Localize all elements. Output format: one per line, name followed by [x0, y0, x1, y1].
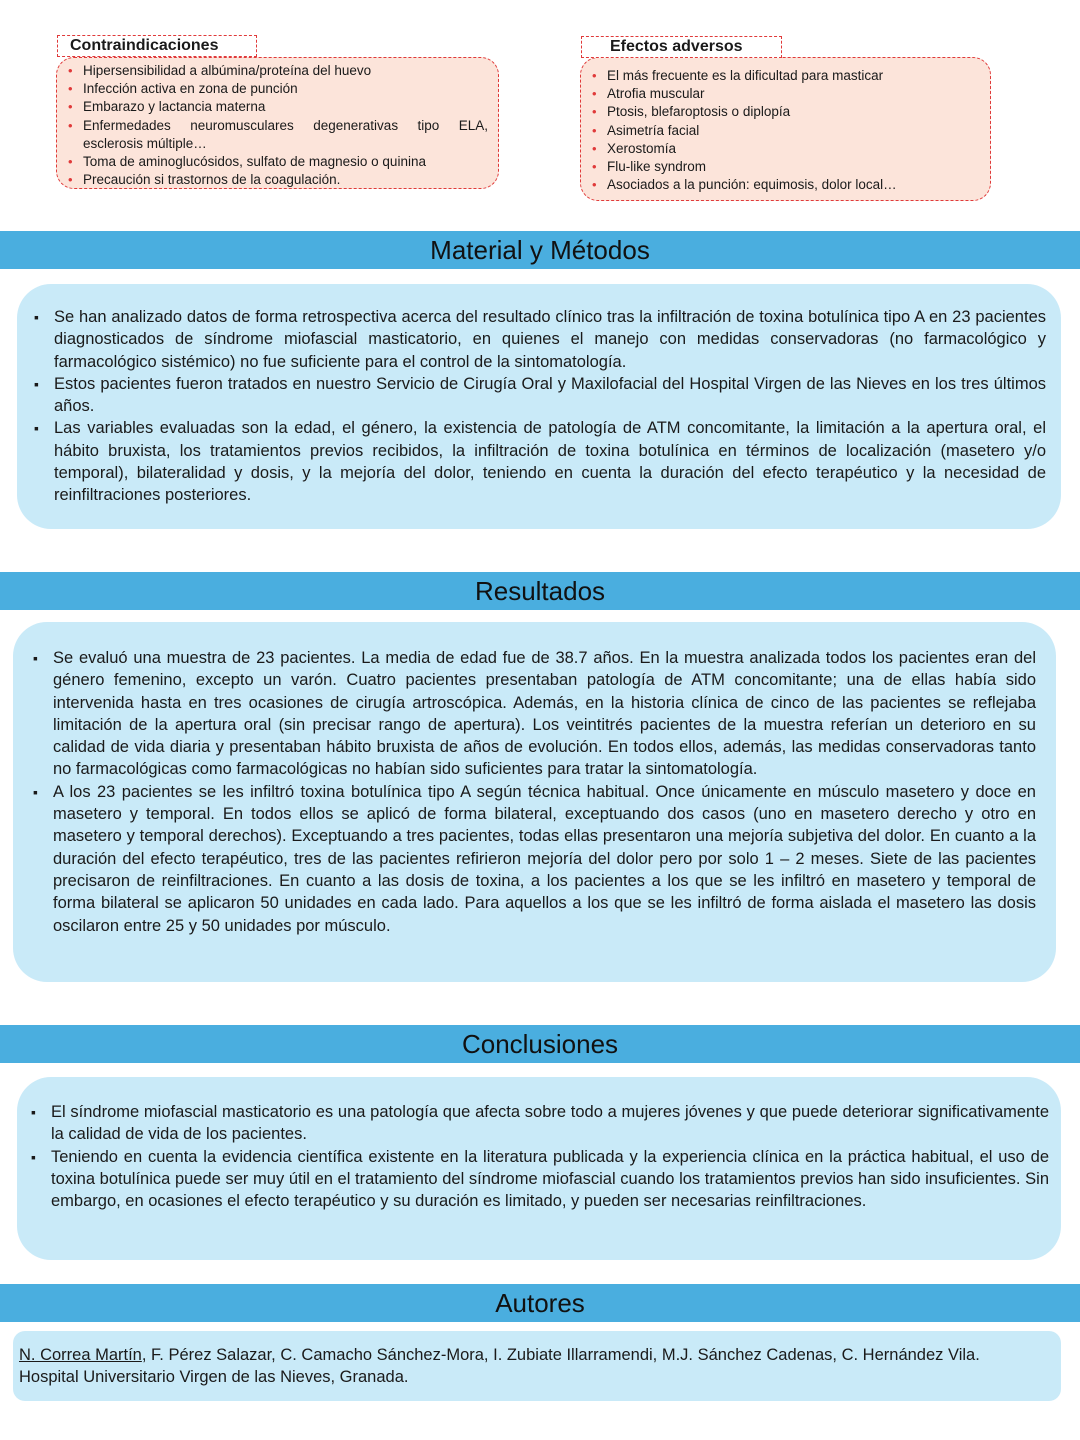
material-item: ▪ Estos pacientes fueron tratados en nuestro Servicio de Cirugía Oral y Maxilofacial del Hospital Virgen de las Nieves en los tres últimos años.: [32, 373, 1046, 418]
other-authors: , F. Pérez Salazar, C. Camacho Sánchez-Mora, I. Zubiate Illarramendi, M.J. Sánchez Cadenas, C. Hernández Vila.: [141, 1346, 980, 1364]
contraindicacion-item: • Toma de aminoglucósidos, sulfato de magnesio o quinina: [65, 153, 488, 171]
material-panel: [17, 284, 1061, 529]
efecto-adverso-item: • Ptosis, blefaroptosis o diplopía: [589, 103, 980, 121]
resultados-item: ▪ Se evaluó una muestra de 23 pacientes. La media de edad fue de 38.7 años. En la muestra analizada todos los pacientes eran del género femenino, excepto un varón. Cuatro pacientes presentaban patología de ATM concomitante; una de ellas había sido intervenida hasta en tres ocasiones de cirugía artroscópica. Además, en la historia clínica de cinco de las pacientes se reflejaba limitación de la apertura oral (sin precisar rango de apertura). Los veintitrés pacientes de la muestra referían un deterioro en su calidad de vida diaria y presentaban hábito bruxista de años de evolución. En todos ellos, además, las medidas conservadoras tanto no farmacológicas como farmacológicas no habían sido suficientes para tratar la sintomatología.: [31, 647, 1036, 781]
efecto-adverso-item: • Asociados a la punción: equimosis, dolor local…: [589, 176, 980, 194]
contraindicaciones-box: [56, 57, 499, 189]
authors-line: [19, 1344, 1055, 1366]
material-item: ▪ Se han analizado datos de forma retrospectiva acerca del resultado clínico tras la infiltración de toxina botulínica tipo A en 23 pacientes diagnosticados de síndrome miofascial masticatorio, en quienes el manejo con medidas conservadoras (no farmacológico y farmacológico sistémico) no fue suficiente para el control de la sintomatología.: [32, 306, 1046, 373]
contraindicacion-item: • Infección activa en zona de punción: [65, 80, 488, 98]
material-item: ▪ Las variables evaluadas son la edad, el género, la existencia de patología de ATM concomitante, la limitación a la apertura oral, el hábito bruxista, los tratamientos previos recibidos, la infiltración de toxina botulínica en términos de localización (masetero y/o temporal), bilateralidad y dosis, y la mejoría del dolor, teniendo en cuenta la duración del efecto terapéutico y la necesidad de reinfiltraciones posteriores.: [32, 417, 1046, 506]
conclusiones-panel: [17, 1077, 1061, 1260]
conclusiones-item: ▪ Teniendo en cuenta la evidencia científica existente en la literatura publicada y la experiencia clínica en la práctica habitual, el uso de toxina botulínica puede ser muy útil en el tratamiento del síndrome miofascial cuando los tratamientos previos han sido insuficientes. Sin embargo, en ocasiones el efecto terapéutico y su duración es limitado, y pueden ser necesarias reinfiltraciones.: [29, 1146, 1049, 1213]
conclusiones-item: ▪ El síndrome miofascial masticatorio es una patología que afecta sobre todo a mujeres jóvenes y que puede deteriorar significativamente la calidad de vida de los pacientes.: [29, 1101, 1049, 1146]
institution: Hospital Universitario Virgen de las Nieves, Granada.: [19, 1368, 409, 1386]
efecto-adverso-item: • Atrofia muscular: [589, 85, 980, 103]
contraindicacion-item: • Enfermedades neuromusculares degenerativas tipo ELA, esclerosis múltiple…: [65, 117, 488, 153]
contraindicacion-item: • Precaución si trastornos de la coagulación.: [65, 171, 488, 189]
resultados-item: ▪ A los 23 pacientes se les infiltró toxina botulínica tipo A según técnica habitual. Once únicamente en músculo masetero y doce en masetero y temporal. En todos ellos se aplicó de forma bilateral, exceptuando dos casos (uno en masetero derecho y otro en masetero y temporal derechos). Exceptuando a tres pacientes, todas ellas presentaron una mejoría subjetiva del dolor. En cuanto a la duración del efecto terapéutico, tres de las pacientes refirieron mejoría del dolor pero por solo 1 – 2 meses. Siete de las pacientes precisaron de reinfiltraciones. En cuanto a las dosis de toxina, a los pacientes a los que se les infiltró en masetero y temporal de forma bilateral se aplicaron 50 unidades en cada lado. Para aquellos a los que se les infiltró de forma aislada el masetero las dosis oscilaron entre 25 y 50 unidades por músculo.: [31, 781, 1036, 937]
resultados-panel: [13, 622, 1056, 982]
efecto-adverso-item: • Xerostomía: [589, 140, 980, 158]
contraindicaciones-title: Contraindicaciones: [57, 35, 257, 57]
section-title-material: Material y Métodos: [0, 231, 1080, 269]
contraindicacion-item: • Embarazo y lactancia materna: [65, 98, 488, 116]
efecto-adverso-item: • Asimetría facial: [589, 122, 980, 140]
contraindicacion-item: • Hipersensibilidad a albúmina/proteína del huevo: [65, 62, 488, 80]
section-title-conclusiones: Conclusiones: [0, 1025, 1080, 1063]
efecto-adverso-item: • El más frecuente es la dificultad para masticar: [589, 67, 980, 85]
efectos-adversos-title: Efectos adversos: [581, 36, 782, 58]
autores-panel: [13, 1331, 1061, 1401]
section-title-resultados: Resultados: [0, 572, 1080, 610]
section-title-autores: Autores: [0, 1284, 1080, 1322]
efectos-adversos-box: [580, 57, 991, 201]
efecto-adverso-item: • Flu-like syndrom: [589, 158, 980, 176]
first-author: N. Correa Martín: [19, 1346, 142, 1364]
